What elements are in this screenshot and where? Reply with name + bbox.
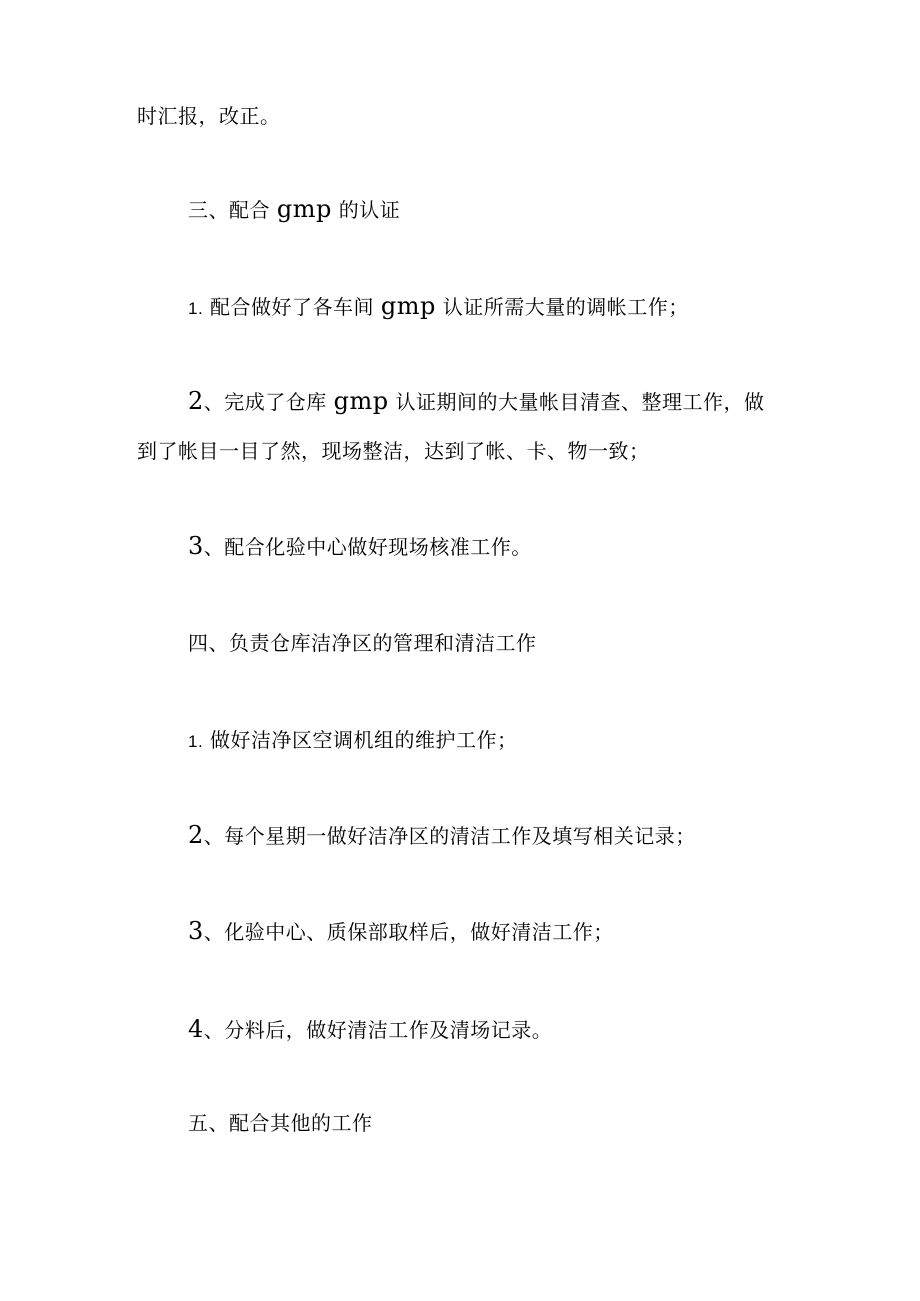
heading-text: 五、配合其他的工作	[188, 1111, 373, 1135]
list-item	[188, 533, 532, 560]
list-number: 3	[188, 917, 204, 945]
section-heading	[188, 630, 537, 656]
list-item	[188, 918, 614, 945]
paragraph-line	[137, 103, 281, 129]
list-text: 、配合化验中心做好现场核准工作。	[203, 535, 532, 559]
list-item	[188, 388, 764, 415]
list-item	[188, 822, 696, 849]
list-text-end: 认证所需大量的调帐工作；	[435, 295, 689, 319]
heading-text: 四、负责仓库洁净区的管理和清洁工作	[188, 631, 537, 655]
list-number: 1.	[188, 732, 204, 751]
list-number: 2	[188, 821, 204, 849]
list-number: 4	[188, 1015, 204, 1043]
heading-text: 三、配合	[188, 198, 277, 222]
section-heading	[188, 1110, 373, 1136]
list-number: 2	[188, 387, 204, 415]
section-heading	[188, 196, 400, 223]
heading-latin-term: gmp	[276, 195, 332, 223]
list-latin-term: gmp	[380, 292, 436, 320]
line-text: 时汇报，改正。	[137, 104, 281, 128]
list-item	[188, 293, 689, 322]
list-text: 、每个星期一做好洁净区的清洁工作及填写相关记录；	[203, 824, 696, 848]
list-text: 配合做好了各车间	[203, 295, 381, 319]
list-text: 做好洁净区空调机组的维护工作；	[203, 728, 518, 752]
list-item	[188, 727, 518, 755]
paragraph-line	[137, 438, 650, 464]
list-number: 3	[188, 532, 204, 560]
list-number: 1.	[188, 299, 204, 318]
list-latin-term: gmp	[333, 387, 389, 415]
list-item	[188, 1016, 552, 1043]
list-text: 、完成了仓库	[203, 390, 334, 414]
list-text: 、分料后，做好清洁工作及清场记录。	[203, 1018, 553, 1042]
list-text: 、化验中心、质保部取样后，做好清洁工作；	[203, 920, 614, 944]
list-text-end: 认证期间的大量帐目清查、整理工作，做	[388, 390, 765, 414]
line-text: 到了帐目一目了然，现场整洁，达到了帐、卡、物一致；	[137, 439, 650, 463]
heading-text-end: 的认证	[331, 198, 401, 222]
